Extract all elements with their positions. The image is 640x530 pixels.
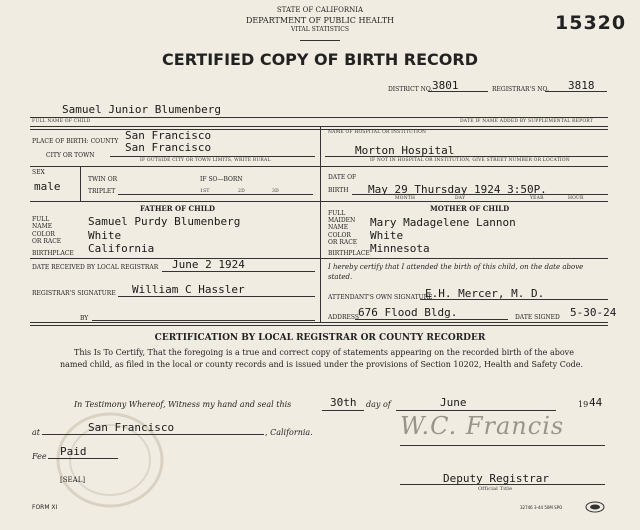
page-title: CERTIFIED COPY OF BIRTH RECORD: [162, 50, 478, 69]
testimony-month: June: [440, 396, 467, 409]
city-rule: [110, 156, 315, 157]
certificate-number: 15320: [555, 12, 627, 34]
grid-center-divider: [320, 126, 321, 322]
sex-value: male: [34, 180, 61, 193]
date-of-birth: May 29 Thursday 1924 3:50P.: [368, 183, 547, 196]
testimony-month-rule: [396, 410, 556, 411]
birth-county: San Francisco: [125, 129, 212, 142]
if-so-born-label: IF SO—BORN: [200, 176, 243, 183]
attendant-address: 676 Flood Bldg.: [358, 306, 458, 319]
year-label: YEAR: [530, 196, 544, 201]
dob-label-1: DATE OF: [328, 174, 357, 181]
grid-rule-2: [30, 201, 608, 202]
grid-bottom-rule: [30, 322, 608, 326]
mother-birthplace: Minnesota: [370, 242, 430, 255]
district-value: 3801: [432, 79, 459, 92]
fee-label: Fee: [32, 452, 47, 461]
order-1: 1ST: [200, 189, 210, 194]
order-2: 2D: [238, 189, 245, 194]
day-label: DAY: [455, 196, 466, 201]
signature-rule: [400, 445, 605, 446]
state-suffix: , California.: [265, 428, 313, 437]
sex-label: SEX: [32, 169, 45, 176]
month-label: MONTH: [395, 196, 416, 201]
address-rule: [355, 319, 508, 320]
registrar-signature-label: REGISTRAR'S SIGNATURE: [32, 290, 116, 297]
hour-label: HOUR: [568, 196, 584, 201]
print-code: 32746 3-44 50M SPO: [520, 505, 563, 510]
grid-rule-1: [30, 166, 608, 167]
registrar-signature: William C Hassler: [132, 283, 245, 296]
date-received: June 2 1924: [172, 258, 245, 271]
address-label: ADDRESS: [328, 314, 359, 321]
testimony-day: 30th: [330, 396, 357, 409]
mother-birthplace-label: BIRTHPLACE: [328, 250, 370, 257]
name-rule: [30, 117, 608, 118]
date-received-label: DATE RECEIVED BY LOCAL REGISTRAR: [32, 264, 159, 271]
union-label-icon: [585, 501, 605, 513]
father-full-label: FULL: [32, 216, 50, 223]
at-label: at: [32, 428, 40, 437]
dob-rule: [352, 194, 608, 195]
father-name-label: NAME: [32, 223, 53, 230]
date-received-rule: [162, 271, 315, 272]
father-birthplace-label: BIRTHPLACE: [32, 250, 74, 257]
testimony-year-prefix: 19: [578, 400, 589, 409]
father-color: White: [88, 229, 122, 242]
mother-race-label: OR RACE: [328, 239, 358, 246]
hospital-note: IF NOT IN HOSPITAL OR INSTITUTION, GIVE STREET NUMBER OR LOCATION: [370, 158, 570, 163]
grid-top-rule: [30, 126, 608, 130]
date-signed: 5-30-24: [570, 306, 617, 319]
attendant-signature-rule: [420, 299, 608, 300]
deputy-rule: [400, 484, 605, 485]
father-race-label: OR RACE: [32, 238, 62, 245]
full-name-label: FULL NAME OF CHILD: [32, 119, 91, 124]
grid-rule-3: [30, 258, 608, 259]
hospital-rule: [325, 156, 608, 157]
mother-full-label: FULL: [328, 210, 346, 217]
father-name: Samuel Purdy Blumenberg: [88, 215, 241, 228]
certification-body-2: named child, as filed in the local or county records and is issued under the provisions of Section 10202, Health and Safety Code.: [60, 360, 584, 369]
issue-city-rule: [42, 434, 264, 435]
city-label: CITY OR TOWN: [46, 152, 95, 159]
mother-maiden-label: MAIDEN: [328, 217, 356, 224]
testimony-year: 44: [589, 396, 603, 409]
mother-name: Mary Madagelene Lannon: [370, 216, 516, 229]
fee-rule: [48, 458, 118, 459]
attendant-certification: I hereby certify that I attended the birth of this child, on the date above stated.: [328, 263, 584, 281]
date-signed-label: DATE SIGNED: [515, 314, 560, 321]
father-birthplace: California: [88, 242, 155, 255]
department-label: DEPARTMENT OF PUBLIC HEALTH: [245, 16, 395, 25]
district-rule: [428, 91, 488, 92]
certification-body-1: This Is To Certify, That the foregoing is a true and correct copy of statements appearing on the recorded birth of the above: [74, 348, 574, 357]
father-heading: FATHER OF CHILD: [140, 204, 215, 213]
testimony-day-rule: [322, 410, 364, 411]
seal-label: [SEAL]: [60, 476, 86, 484]
registrar-handwritten-signature: W.C. Francis: [400, 412, 565, 440]
hospital-label: NAME OF HOSPITAL OR INSTITUTION: [328, 130, 427, 135]
deputy-title: Deputy Registrar: [443, 472, 549, 485]
mother-name-label: NAME: [328, 224, 349, 231]
father-color-label: COLOR: [32, 231, 55, 238]
registrar-signature-rule: [118, 296, 315, 297]
fee-value: Paid: [60, 445, 87, 458]
form-label: FORM XI: [32, 504, 58, 511]
attendant-signature: E.H. Mercer, M. D.: [425, 287, 545, 300]
testimony-day-of: day of: [366, 400, 391, 409]
by-rule: [92, 320, 315, 321]
mother-heading: MOTHER OF CHILD: [430, 204, 510, 213]
dob-label-2: BIRTH: [328, 187, 349, 194]
place-of-birth-label: PLACE OF BIRTH: COUNTY: [32, 138, 119, 145]
mother-color: White: [370, 229, 404, 242]
mother-color-label: COLOR: [328, 232, 351, 239]
hospital-name: Morton Hospital: [355, 144, 455, 157]
registrar-number-value: 3818: [568, 79, 595, 92]
sex-divider: [80, 166, 81, 201]
birth-city: San Francisco: [125, 141, 212, 154]
triplet-label: TRIPLET: [88, 188, 116, 195]
issue-city: San Francisco: [88, 421, 175, 434]
testimony-text: In Testimony Whereof, Witness my hand and seal this: [74, 400, 292, 409]
state-label: STATE OF CALIFORNIA: [276, 6, 364, 14]
official-title-label: Official Title: [478, 486, 513, 492]
district-label: DISTRICT NO.: [388, 86, 433, 93]
registrar-number-rule: [545, 91, 607, 92]
registrar-number-label: REGISTRAR'S NO.: [492, 86, 549, 93]
header-rule: [300, 40, 340, 41]
twin-label: TWIN OR: [88, 176, 118, 183]
child-full-name: Samuel Junior Blumenberg: [62, 103, 221, 116]
vital-statistics-label: VITAL STATISTICS: [291, 26, 349, 33]
order-3: 3D: [272, 189, 279, 194]
attendant-signature-label: ATTENDANT'S OWN SIGNATURE: [328, 294, 433, 301]
city-note: IF OUTSIDE CITY OR TOWN LIMITS, WRITE RURAL: [140, 158, 271, 163]
date-added-label: DATE IF NAME ADDED BY SUPPLEMENTAL REPORT: [460, 119, 593, 124]
by-label: BY: [80, 315, 89, 322]
triplet-rule: [118, 194, 313, 195]
certification-heading: CERTIFICATION BY LOCAL REGISTRAR OR COUNTY RECORDER: [154, 333, 486, 343]
